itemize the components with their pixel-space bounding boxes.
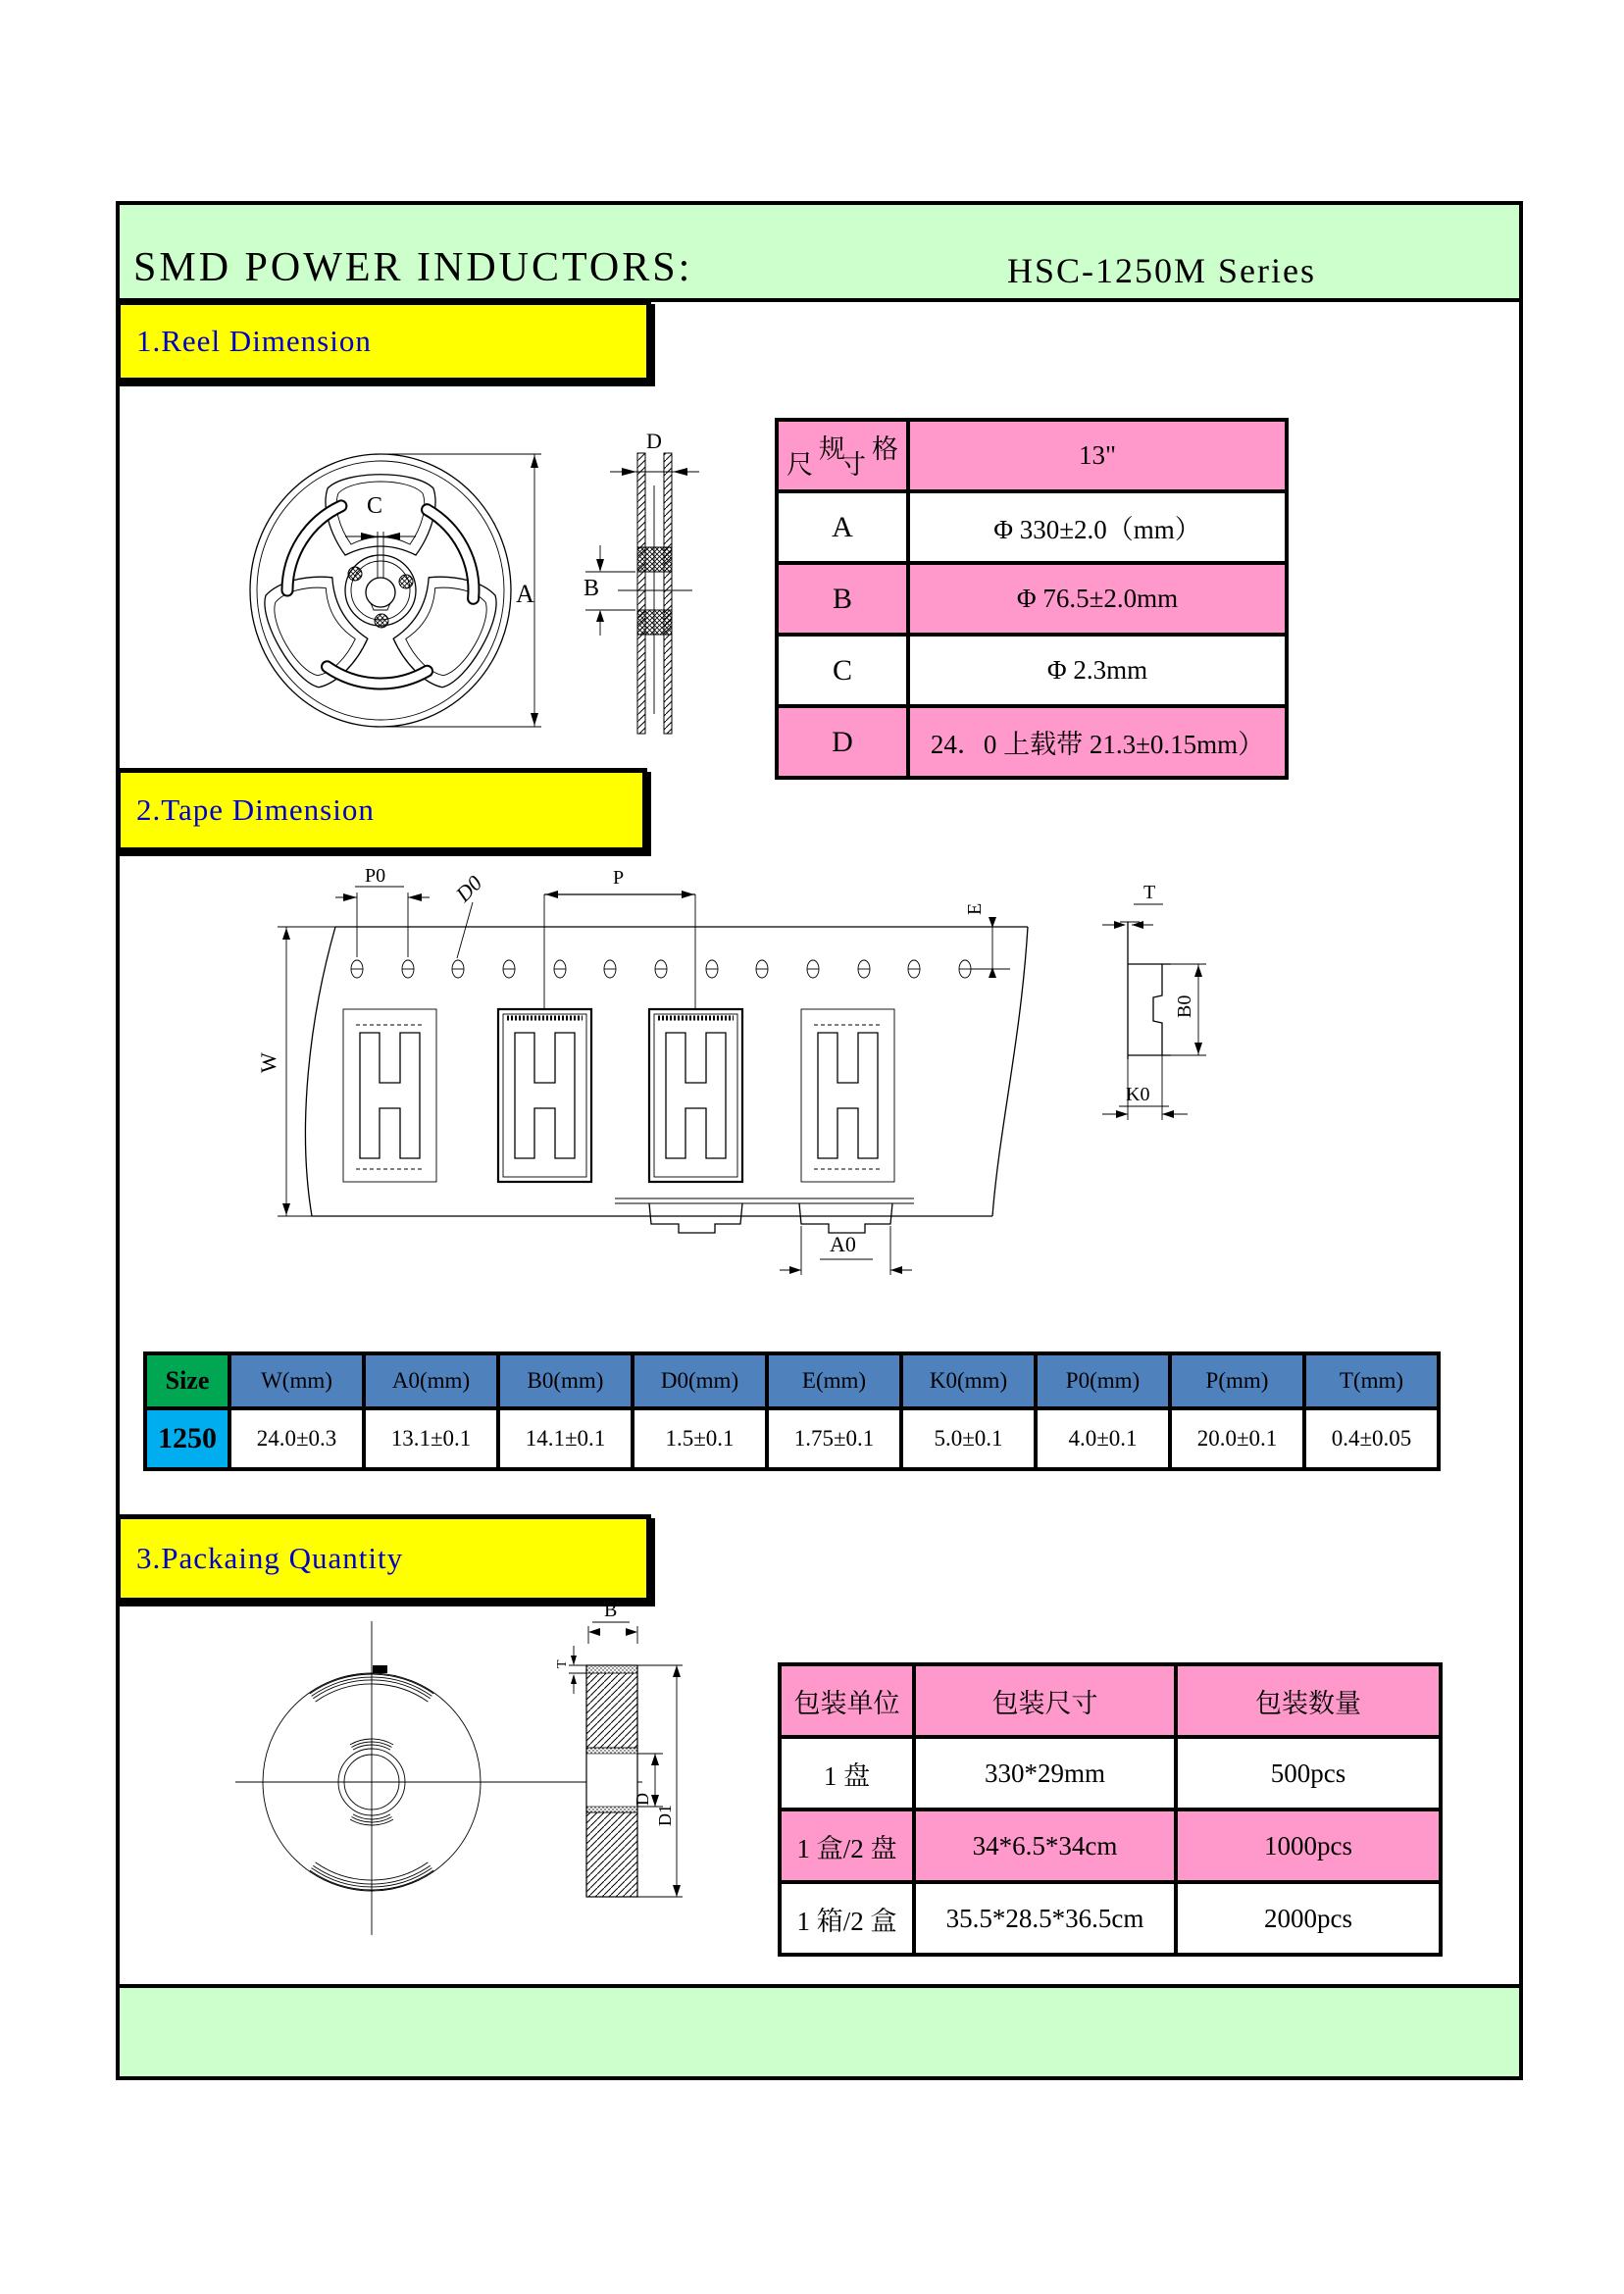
packing-reel-side-view [586, 1665, 637, 1897]
pack-size: 34*6.5*34cm [914, 1810, 1176, 1882]
pack-size: 330*29mm [914, 1737, 1176, 1810]
packing-dimension-t [555, 1646, 586, 1694]
table-row [780, 1810, 1441, 1882]
tape-dimension-w [256, 927, 335, 1216]
table-row [777, 563, 1287, 635]
size-value-cell: 1250 [145, 1408, 229, 1469]
table-row [780, 1882, 1441, 1955]
dim-value: 24.0±0.3 [229, 1408, 364, 1469]
table-row [777, 706, 1287, 778]
dim-label-p0: P0 [365, 865, 386, 887]
column-header: 包装数量 [1176, 1664, 1441, 1737]
reel-size-value: 13" [908, 420, 1287, 491]
tape-strip [305, 927, 1028, 1216]
table-header-row [145, 1353, 1439, 1408]
tape-dimension-e [964, 903, 1028, 978]
section-2-label: 2.Tape Dimension [136, 792, 375, 827]
dim-value: 0.4±0.05 [1304, 1408, 1439, 1469]
dim-label-d: D [646, 429, 662, 453]
pack-unit: 1 箱/2 盒 [780, 1882, 914, 1955]
column-header: 包装尺寸 [914, 1664, 1176, 1737]
dim-value: 14.1±0.1 [498, 1408, 633, 1469]
dim-label-pack-t: T [555, 1659, 570, 1668]
dim-value: 1.75±0.1 [767, 1408, 901, 1469]
reel-row-label: C [777, 635, 908, 706]
tape-pocket-dashed-1 [343, 1009, 436, 1182]
table-row [777, 491, 1287, 563]
dim-label-w: W [256, 1052, 280, 1073]
column-header: P(mm) [1170, 1353, 1304, 1408]
dim-label-b: B [584, 576, 600, 601]
tape-pocket-dashed-2 [801, 1009, 894, 1182]
page-title: SMD POWER INDUCTORS: [133, 245, 693, 290]
pack-size: 35.5*28.5*36.5cm [914, 1882, 1176, 1955]
tape-dimension-a0 [780, 1226, 912, 1275]
dim-label-pack-d: D [633, 1793, 652, 1806]
dim-label-c: C [367, 493, 383, 519]
dim-label-k0: K0 [1126, 1084, 1150, 1105]
reel-row-label: B [777, 563, 908, 635]
reel-row-value: Φ 76.5±2.0mm [908, 563, 1287, 635]
table-row [780, 1737, 1441, 1810]
pack-unit: 1 盒/2 盘 [780, 1810, 914, 1882]
pack-qty: 1000pcs [1176, 1810, 1441, 1882]
tape-pocket-solid-2 [649, 1009, 742, 1182]
tape-dimension-d0 [450, 871, 486, 958]
column-header: T(mm) [1304, 1353, 1439, 1408]
dim-label-d0: D0 [450, 870, 487, 907]
packing-dimension-d1 [637, 1665, 683, 1897]
section-3-label: 3.Packaing Quantity [136, 1541, 404, 1575]
tape-pocket-side-view [1102, 882, 1206, 1120]
series-name: HSC-1250M Series [1007, 251, 1317, 290]
tape-dimension-p0 [335, 865, 430, 957]
table-row [777, 635, 1287, 706]
packing-reel-drawing [226, 1594, 706, 1976]
section-title-reel-dimension [116, 300, 651, 382]
table-row [145, 1408, 1439, 1469]
column-header: A0(mm) [364, 1353, 498, 1408]
packing-dimension-b [588, 1600, 637, 1644]
column-header: E(mm) [767, 1353, 901, 1408]
column-header: K0(mm) [901, 1353, 1036, 1408]
column-header: B0(mm) [498, 1353, 633, 1408]
tape-dimension-b0 [1165, 964, 1206, 1055]
dim-label-pack-b: B [604, 1600, 618, 1621]
dim-label-a: A [516, 580, 534, 608]
tape-bottom-profile [615, 1198, 914, 1275]
dim-value: 20.0±0.1 [1170, 1408, 1304, 1469]
tape-pocket-solid-1 [498, 1009, 591, 1182]
section-title-packing-quantity [116, 1514, 651, 1603]
reel-spec-corner-cell [777, 420, 908, 491]
reel-spec-table [775, 418, 1289, 780]
reel-row-value: 24．0 上载带 21.3±0.15mm） [908, 706, 1287, 778]
dim-label-b0: B0 [1174, 994, 1195, 1018]
reel-dimension-drawing [226, 422, 736, 804]
reel-dimension-d [610, 429, 699, 476]
tape-dimension-drawing [226, 853, 1236, 1285]
reel-row-label: A [777, 491, 908, 563]
pack-qty: 2000pcs [1176, 1882, 1441, 1955]
dim-label-e: E [964, 902, 986, 915]
dim-value: 4.0±0.1 [1036, 1408, 1170, 1469]
reel-row-value: Φ 330±2.0（mm） [908, 491, 1287, 563]
reel-row-label: D [777, 706, 908, 778]
dim-value: 5.0±0.1 [901, 1408, 1036, 1469]
pack-qty: 500pcs [1176, 1737, 1441, 1810]
dim-label-pack-d1: D1 [655, 1805, 675, 1826]
packing-quantity-table [778, 1662, 1443, 1957]
column-header: D0(mm) [633, 1353, 767, 1408]
column-header: W(mm) [229, 1353, 364, 1408]
reel-side-view [618, 453, 692, 734]
dim-value: 13.1±0.1 [364, 1408, 498, 1469]
section-1-label: 1.Reel Dimension [136, 324, 372, 358]
tape-dimension-k0 [1102, 1055, 1188, 1120]
table-header-row [780, 1664, 1441, 1737]
column-header: P0(mm) [1036, 1353, 1170, 1408]
reel-row-value: Φ 2.3mm [908, 635, 1287, 706]
column-header: 包装单位 [780, 1664, 914, 1737]
tape-dimension-table [143, 1351, 1441, 1471]
dim-label-a0: A0 [830, 1232, 856, 1256]
corner-label-size: 尺 寸 [787, 450, 866, 480]
corner-label-spec: 规 格 [819, 434, 898, 464]
dim-label-t: T [1143, 882, 1156, 903]
document-footer [120, 1984, 1519, 2076]
dim-value: 1.5±0.1 [633, 1408, 767, 1469]
document-header [120, 205, 1519, 302]
size-header-cell: Size [145, 1353, 229, 1408]
reel-dimension-c [345, 493, 416, 540]
packing-reel-front-view [235, 1621, 642, 1935]
dim-label-p: P [613, 867, 625, 889]
pack-unit: 1 盘 [780, 1737, 914, 1810]
tape-dimension-p [544, 867, 695, 1010]
